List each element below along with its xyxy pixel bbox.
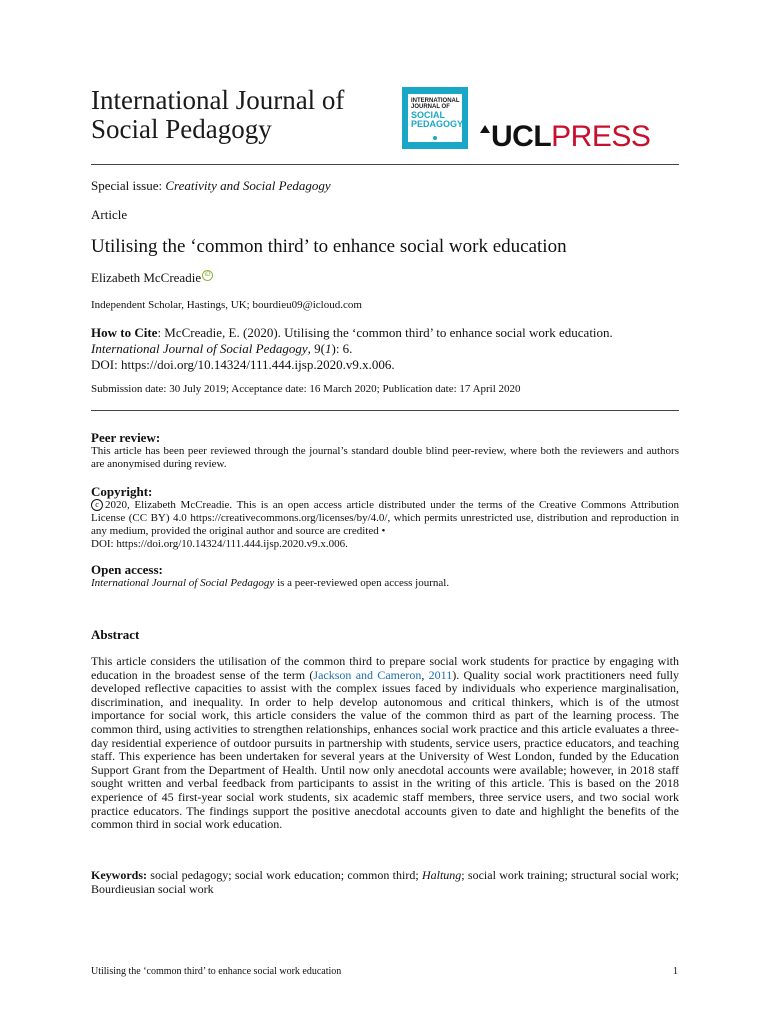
how-to-cite-volume: , 9( xyxy=(307,341,325,356)
open-access-journal: International Journal of Social Pedagogy xyxy=(91,577,275,589)
citation-link-year[interactable]: 2011 xyxy=(428,667,453,682)
peer-review-text: This article has been peer reviewed through the journal’s standard double blind peer-review, where both the reviewers and authors are anonymised during review. xyxy=(91,445,679,470)
creative-commons-icon: c xyxy=(91,499,103,511)
how-to-cite-issue: 1 xyxy=(324,341,332,356)
page-number: 1 xyxy=(673,966,678,977)
open-access-heading: Open access: xyxy=(91,562,163,577)
publisher-press: PRESS xyxy=(551,120,651,153)
open-access-text: is a peer-reviewed open access journal. xyxy=(274,577,450,589)
author-name: Elizabeth McCreadie xyxy=(91,270,202,285)
affiliation: Independent Scholar, Hastings, UK; bourdieu09@icloud.com xyxy=(91,299,362,311)
how-to-cite-label: How to Cite xyxy=(91,325,158,340)
how-to-cite-journal: International Journal of Social Pedagogy xyxy=(91,341,308,356)
journal-logo-text-top: INTERNATIONAL JOURNAL OF xyxy=(411,98,460,110)
special-issue-name: Creativity and Social Pedagogy xyxy=(165,178,331,193)
special-issue xyxy=(91,178,331,194)
journal-logo xyxy=(402,87,468,149)
how-to-cite-pages: ): 6. xyxy=(331,341,353,356)
copyright-heading: Copyright: xyxy=(91,484,153,499)
article-type: Article xyxy=(91,207,128,222)
keywords xyxy=(91,869,679,896)
keywords-italic: Haltung xyxy=(421,868,462,882)
journal-title-line1: International Journal of xyxy=(91,85,345,115)
orcid-icon[interactable]: iD xyxy=(202,270,213,281)
author-line xyxy=(91,270,213,286)
journal-logo-dot xyxy=(433,136,437,140)
running-title: Utilising the ‘common third’ to enhance social work education xyxy=(91,966,342,977)
publisher-ucl: UCL xyxy=(491,120,552,153)
abstract-body xyxy=(91,655,679,832)
how-to-cite-text: : McCreadie, E. (2020). Utilising the ‘common third’ to enhance social work education. xyxy=(157,325,613,340)
copyright-text xyxy=(91,499,679,538)
journal-title xyxy=(91,86,344,144)
abstract-text-2: ). Quality social work practitioners need fully developed reflective capacities to assist with the complex issues faced by individuals who experience marginalisation, discrimination, and inequality. In order to help develop autonomous and critical thinkers, which is of the utmost importance for social work, this article considers the value of the common third as part of the learning process. The common third, using activities to strengthen relationships, enhances social work practice and this article evaluates a three-day residential experience of outdoor pursuits in partnership with students, service users, practice educators, and teaching staff. This experience has been undertaken for several years at the University of West London, funded by the Education Support Grant from the Department of Health. Until now only anecdotal accounts were available; however, in 2018 staff sought written and verbal feedback from participants to assist in the writing of this article. This is based on the 2018 experience of 45 first-year social work students, six academic staff members, three service users, and two social work practice educators. The findings support the positive anecdotal accounts given to date and highlight the benefits of the common third in social work education. xyxy=(91,667,680,832)
copyright-section xyxy=(91,484,679,551)
copyright-doi[interactable]: DOI: https://doi.org/10.14324/111.444.ijsp.2020.v9.x.006. xyxy=(91,538,348,550)
keywords-text-2: ; social work training; structural social work; Bourdieusian social work xyxy=(91,868,679,896)
open-access-section xyxy=(91,562,679,590)
citation-separator: , xyxy=(421,667,429,682)
abstract-heading: Abstract xyxy=(91,627,140,642)
peer-review-heading: Peer review: xyxy=(91,430,161,445)
citation-link-author[interactable]: Jackson and Cameron xyxy=(313,667,422,682)
article-title: Utilising the ‘common third’ to enhance social work education xyxy=(91,236,567,257)
how-to-cite xyxy=(91,325,691,373)
journal-title-line2: Social Pedagogy xyxy=(91,114,272,144)
dates-rule xyxy=(91,410,679,411)
abstract-text-1: This article considers the utilisation of the common third to prepare social work students for practice by engaging with education in the broadest sense of the term ( xyxy=(91,654,679,682)
journal-logo-text-main: SOCIAL PEDAGOGY xyxy=(411,110,464,129)
copyright-body: 2020, Elizabeth McCreadie. This is an open access article distributed under the terms of the Creative Commons Attribution License (CC BY) 4.0 https://creativecommons.org/licenses/by/4.0/, which permits unrestricted use, distribution and reproduction in any medium, provided the original author and source are credited • xyxy=(91,499,679,537)
keywords-text-1: social pedagogy; social work education; common third; xyxy=(147,868,422,882)
keywords-label: Keywords: xyxy=(91,868,147,882)
how-to-cite-doi[interactable]: DOI: https://doi.org/10.14324/111.444.ijsp.2020.v9.x.006. xyxy=(91,357,395,372)
peer-review-section xyxy=(91,430,679,471)
header-rule xyxy=(91,164,679,165)
special-issue-label: Special issue: xyxy=(91,178,163,193)
dates-line: Submission date: 30 July 2019; Acceptance date: 16 March 2020; Publication date: 17 April 2020 xyxy=(91,383,521,395)
publisher-logo xyxy=(479,121,650,153)
